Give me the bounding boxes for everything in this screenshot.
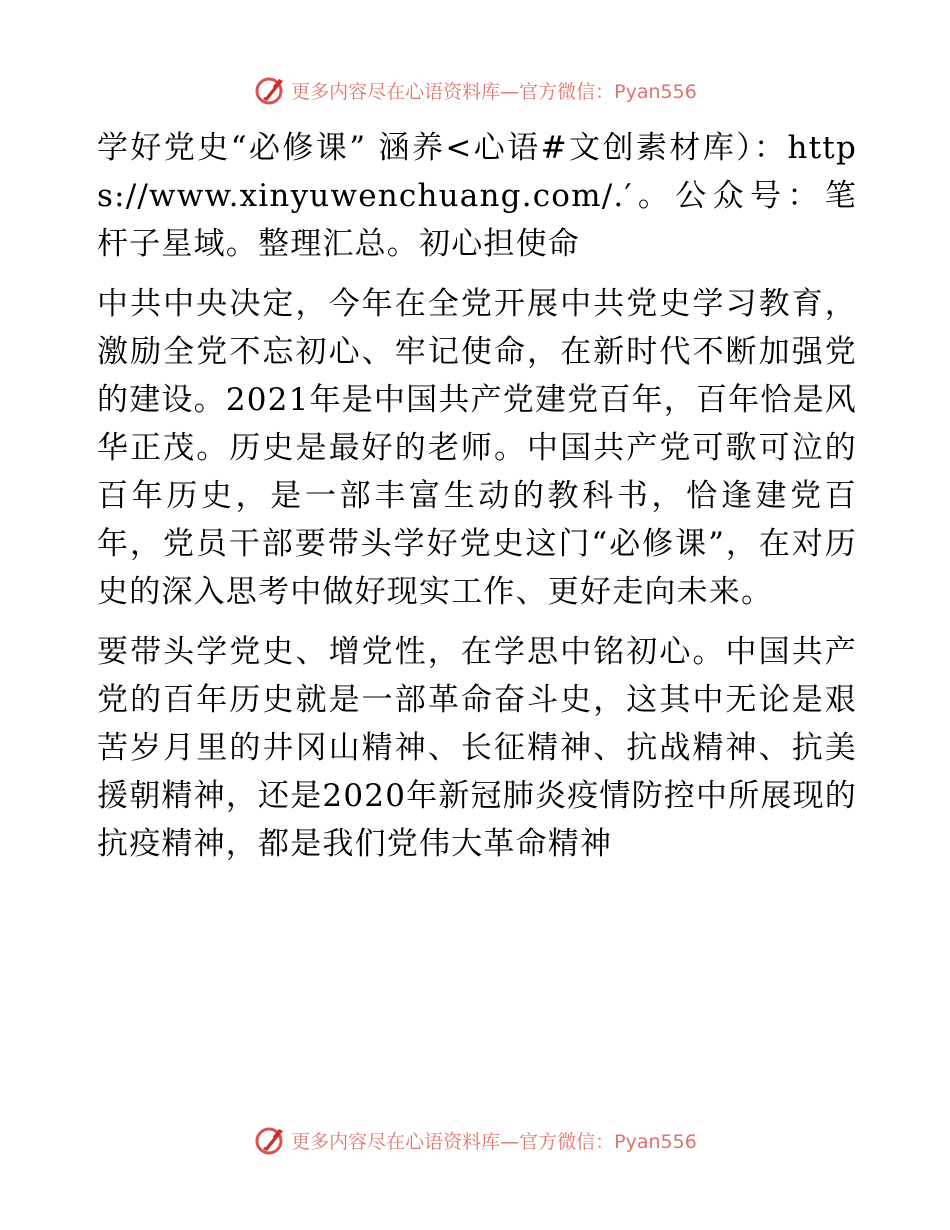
watermark-banner-top [0,70,950,110]
paragraph-intro: 学好党史“必修课” 涵养<心语#文创素材库）：https://www.xinyuwenchuang.com/.′。公众号：笔杆子星域。整理汇总。初心担使命 [97,130,857,262]
quill-logo-icon [253,73,287,107]
watermark-text: 更多内容尽在心语资料库—官方微信：Pyan556 [291,1130,697,1153]
watermark-text: 更多内容尽在心语资料库—官方微信：Pyan556 [291,80,697,103]
paragraph-2: 要带头学党史、增党性，在学思中铭初心。中国共产党的百年历史就是一部革命奋斗史，这其中无论是艰苦岁月里的井冈山精神、长征精神、抗战精神、抗美援朝精神，还是2020年新冠肺炎疫情防控中所展现的抗疫精神，都是我们党伟大革命精神 [97,634,857,862]
paragraph-1: 中共中央决定，今年在全党开展中共党史学习教育，激励全党不忘初心、牢记使命，在新时代不断加强党的建设。2021年是中国共产党建党百年，百年恰是风华正茂。历史是最好的老师。中国共产党可歌可泣的百年历史，是一部丰富生动的教科书，恰逢建党百年，党员干部要带头学好党史这门“必修课”，在对历史的深入思考中做好现实工作、更好走向未来。 [97,286,857,610]
watermark-banner-bottom [0,1120,950,1160]
document-body [97,124,857,880]
quill-logo-icon [253,1123,287,1157]
watermark-inner [253,1123,697,1157]
watermark-inner [253,73,697,107]
